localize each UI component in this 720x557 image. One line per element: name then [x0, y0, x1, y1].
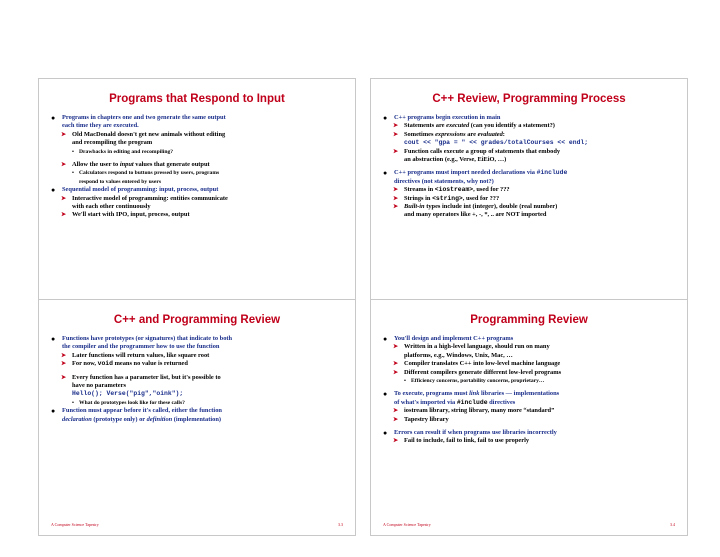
sub-bullet: ➤ Interactive model of programming: entities communicate: [61, 194, 228, 202]
bullet-continuation: declaration (prototype only) or definition (implementation): [62, 415, 222, 423]
sub-bullet: ➤ Fail to include, fail to link, fail to use properly: [393, 437, 530, 445]
sub-bullet-continuation: an abstraction (e.g., Verse, EiEiO, …): [404, 156, 507, 164]
slide-body: [51, 114, 341, 220]
bullet: ● Functions have prototypes (or signatures) that indicate to both: [51, 335, 233, 343]
page-number: 3.4: [670, 522, 675, 527]
slide-cpp-review-process: [370, 78, 688, 315]
bullet: ● C++ programs must import needed declarations via #include: [383, 169, 568, 178]
sub-bullet-continuation: have no parameters: [72, 382, 126, 390]
sub-sub-bullet-continuation: respond to values entered by users: [79, 178, 161, 185]
sub-bullet: ➤ Built-in types include int (integer), double (real number): [393, 203, 558, 211]
sub-bullet: ➤ Every function has a parameter list, but it's possible to: [61, 373, 221, 381]
code-sample: Hello(); Verse("pig","oink");: [72, 390, 184, 398]
sub-bullet: ➤ Strings in <string>, used for ???: [393, 194, 500, 202]
slide-title: Programs that Respond to Input: [109, 93, 285, 105]
sub-bullet: ➤ Old MacDonald doesn't get new animals without editing: [61, 130, 226, 138]
sub-sub-bullet: • Calculators respond to buttons pressed by users, programs: [72, 170, 220, 177]
bullet: ● You'll design and implement C++ programs: [383, 335, 514, 343]
slide-programming-review: [370, 299, 688, 536]
slide-title: C++ and Programming Review: [113, 314, 281, 326]
slide-cpp-programming-review: [38, 299, 356, 536]
sub-bullet: ➤ Allow the user to input values that generate output: [61, 161, 210, 169]
sub-bullet-continuation: platforms, e.g., Windows, Unix, Mac, …: [404, 351, 513, 359]
sub-bullet: ➤ Sometimes expressions are evaluated:: [393, 130, 505, 138]
slide-body: [383, 114, 673, 220]
sub-bullet: ➤ For now, void means no value is returned: [61, 360, 188, 368]
bullet-continuation: directives (not statements, why not?): [394, 177, 494, 185]
slide-body: [383, 335, 673, 446]
bullet: ● Errors can result if when programs use libraries incorrectly: [383, 429, 557, 438]
sub-bullet: ➤ Statements are executed (can you identify a statement?): [393, 122, 555, 130]
sub-sub-bullet: • Efficiency concerns, portability concerns, proprietary…: [404, 378, 545, 385]
sub-bullet: ➤ We'll start with IPO, input, process, output: [61, 211, 190, 219]
sub-sub-bullet: • Drawbacks in editing and recompiling?: [72, 148, 174, 155]
sub-sub-bullet: • What do prototypes look like for these calls?: [72, 399, 185, 406]
code-sample: cout << "gpa = " << grades/totalCourses << endl;: [404, 139, 589, 147]
bullet: ● Function must appear before it's called, either the function: [51, 407, 222, 416]
sub-bullet: ➤ Different compilers generate different low-level programs: [393, 368, 562, 376]
sub-bullet: ➤ iostream library, string library, many more “standard”: [393, 407, 555, 415]
bullet: ● Programs in chapters one and two generate the same output: [51, 114, 226, 122]
slide-programs-respond-to-input: [38, 78, 356, 315]
slide-title: Programming Review: [470, 314, 588, 326]
sub-bullet-continuation: with each other continuously: [72, 203, 151, 211]
slide-footer: A Computer Science Tapestry 3.4: [383, 522, 675, 527]
sub-bullet: ➤ Compiler translates C++ into low-level machine language: [393, 360, 561, 368]
sub-bullet: ➤ Streams in <iostream>, used for ???: [393, 186, 510, 194]
sub-bullet: ➤ Tapestry library: [393, 415, 449, 423]
sub-bullet-continuation: and recompiling the program: [72, 139, 153, 147]
sub-bullet: ➤ Written in a high-level language, should run on many: [393, 343, 550, 351]
bullet-continuation: of what's imported via #include directives: [394, 398, 516, 406]
slide-footer: A Computer Science Tapestry 3.3: [51, 522, 343, 527]
slide-title: C++ Review, Programming Process: [432, 93, 626, 105]
bullet: ● Sequential model of programming: input, process, output: [51, 186, 219, 195]
slide-body: [51, 335, 341, 424]
bullet-continuation: the compiler and the programmer how to use the function: [62, 343, 220, 351]
page-number: 3.3: [338, 522, 343, 527]
sub-bullet: ➤ Later functions will return values, like square root: [61, 351, 210, 359]
bullet: ● C++ programs begin execution in main: [383, 114, 501, 122]
bullet-continuation: each time they are executed.: [62, 122, 139, 130]
bullet: ● To execute, programs must link libraries — implementations: [383, 390, 560, 399]
sub-bullet: ➤ Function calls execute a group of statements that embody: [393, 147, 561, 155]
sub-bullet-continuation: and many operators like +, -, *, .. are NOT imported: [404, 211, 547, 219]
